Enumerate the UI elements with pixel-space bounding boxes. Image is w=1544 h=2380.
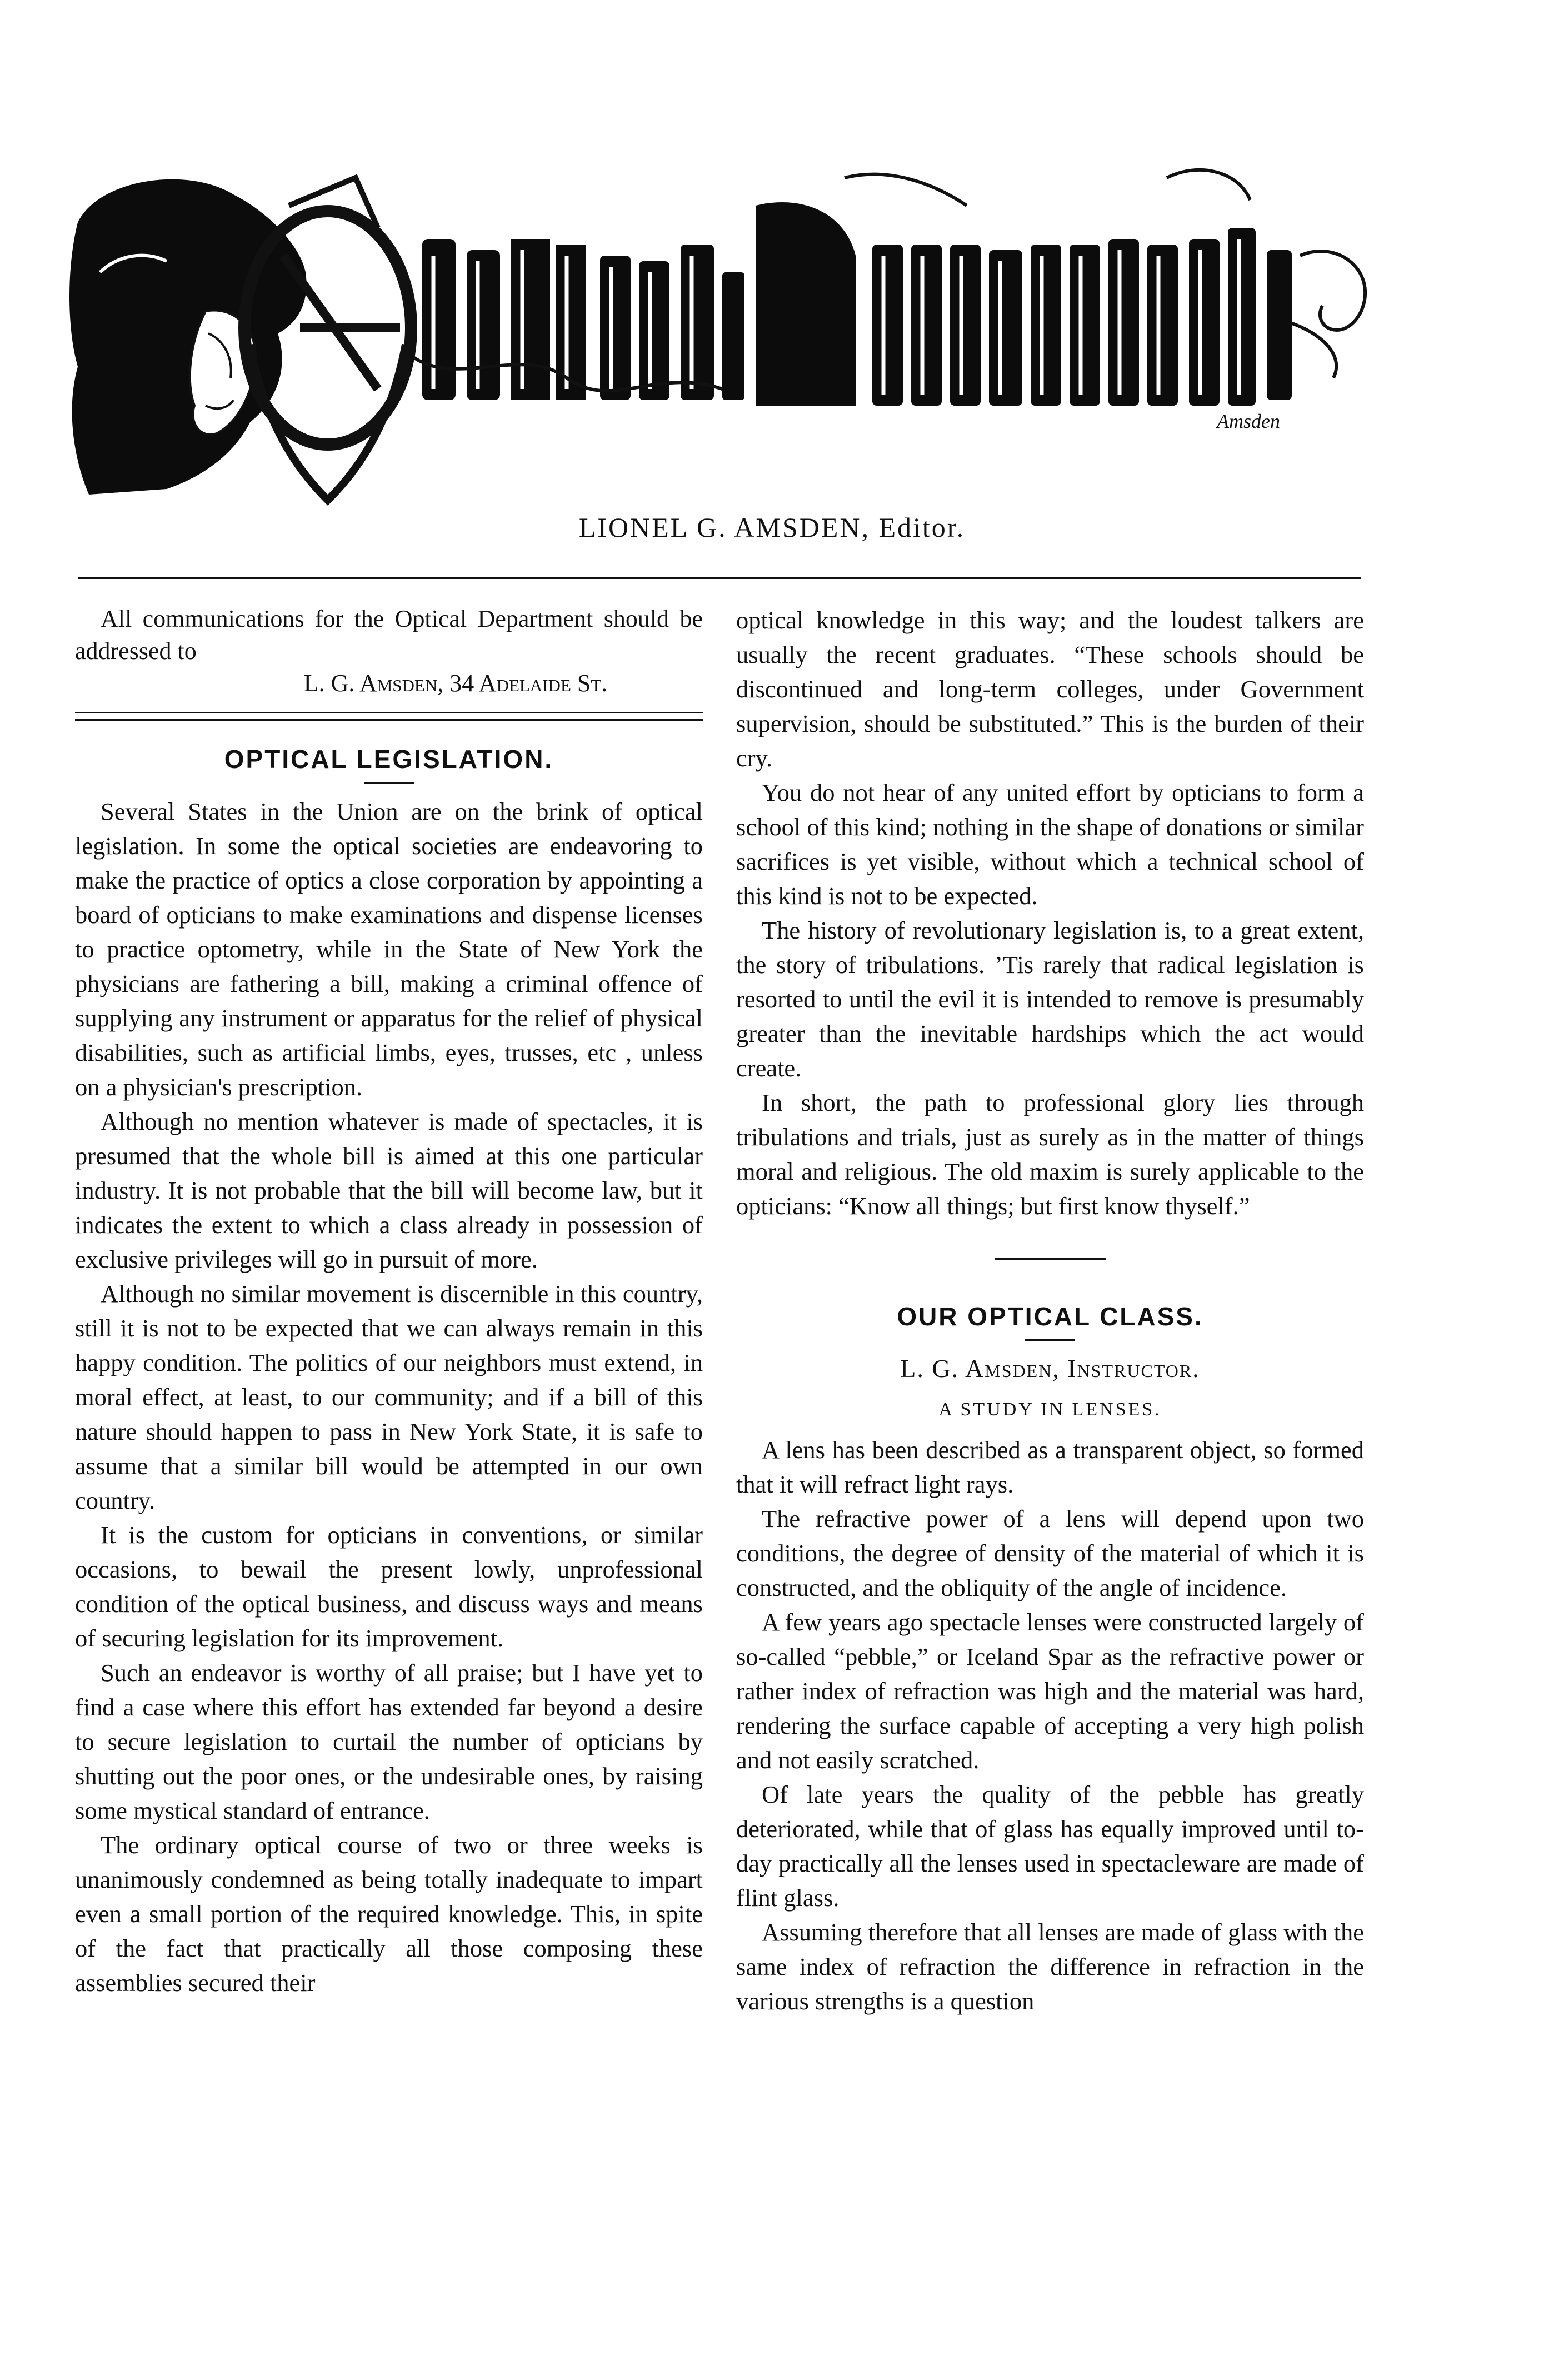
heading-rule (1025, 1339, 1075, 1341)
legislation-paragraph: The ordinary optical course of two or three weeks is unanimously condemned as being totally inadequate to impart even a small portion of the required knowledge. This, in spite of the fact that practically all those composing these assemblies secured their (75, 1831, 703, 1997)
gothic-title-letters (422, 202, 1292, 406)
legislation-paragraph: The history of revolutionary legislation is, to a great extent, the story of tribulations. ’Tis rarely that radical legislation is resorted to until the evil it is intended to remove is presumably greater than the inevitable hardships which the act would create. (736, 916, 1364, 1082)
class-heading: OUR OPTICAL CLASS. (897, 1302, 1203, 1331)
masthead-title: Optical Department (67, 144, 71, 145)
legislation-paragraph: You do not hear of any united effort by opticians to form a school of this kind; nothing in the shape of donations or similar sacrifices is yet visible, without which a technical school of this kind is not to be expected. (736, 779, 1364, 910)
class-paragraph: A lens has been described as a transparent object, so formed that it will refract light rays. (736, 1436, 1364, 1498)
masthead-illustration (67, 144, 1400, 511)
portrait-figure (69, 179, 307, 495)
legislation-paragraph: Such an endeavor is worthy of all praise; but I have yet to find a case where this effort has extended far beyond a desire to secure legislation to curtail the number of opticians by shutting out the poor ones, or the undesirable ones, by raising some mystical standard of entrance. (75, 1659, 703, 1824)
class-paragraph: A few years ago spectacle lenses were constructed largely of so-called “pebble,” or Iceland Spar as the refractive power or rather index of refraction was high and the material was hard, rendering the surface capable of accepting a very high polish and not easily scratched. (736, 1608, 1364, 1774)
class-paragraph: Of late years the quality of the pebble has greatly deteriorated, while that of glass has equally improved until to-day practically all the lenses used in spectacleware are made of flint glass. (736, 1780, 1364, 1912)
left-column (75, 603, 703, 2000)
masthead (67, 144, 1400, 511)
double-rule (75, 712, 703, 721)
legislation-paragraph: In short, the path to professional glory lies through tribulations and trials, just as surely as in the matter of things moral and religious. The old maxim is surely applicable to the opticians: “Know all things; but first know thyself.” (736, 1089, 1364, 1220)
communications-notice (75, 603, 703, 700)
class-paragraph: Assuming therefore that all lenses are made of glass with the same index of refraction the difference in refraction in the various strengths is a question (736, 1918, 1364, 2015)
class-instructor: L. G. Amsden, Instructor. (900, 1354, 1200, 1383)
legislation-continued: optical knowledge in this way; and the loudest talkers are usually the recent graduates. “These schools should be discontinued and long-term colleges, under Government supervision, should be substituted.” This is the burden of their cry. (736, 606, 1364, 772)
editor-line: LIONEL G. AMSDEN, Editor. (578, 512, 966, 543)
masthead-signature: Amsden (1217, 410, 1280, 432)
right-column (736, 603, 1364, 2018)
header-rule (78, 577, 1361, 579)
legislation-paragraph: Several States in the Union are on the brink of optical legislation. In some the optical societies are endeavoring to make the practice of optics a close corporation by appointing a board of opticians to make examinations and dispense licenses to practice optometry, while in the State of New York the physicians are fathering a bill, making a criminal offence of supplying any instrument or apparatus for the relief of physical disabilities, such as artificial limbs, eyes, trusses, etc , unless on a physician's prescription. (75, 797, 703, 1101)
legislation-heading: OPTICAL LEGISLATION. (224, 745, 554, 774)
legislation-paragraph: Although no similar movement is discernible in this country, still it is not to be expected that we can always remain in this happy condition. The politics of our neighbors must extend, in moral effect, at least, to our community; and if a bill of this nature should happen to pass in New York State, it is safe to assume that a similar bill would be attempted in our own country. (75, 1280, 703, 1514)
communications-address: L. G. Amsden, 34 Adelaide St. (303, 670, 608, 697)
section-divider (995, 1258, 1106, 1260)
communications-text: All communications for the Optical Department should be addressed to (75, 605, 703, 665)
class-paragraph: The refractive power of a lens will depend upon two conditions, the degree of density of the material of which it is constructed, and the obliquity of the angle of incidence. (736, 1505, 1364, 1601)
legislation-paragraph: Although no mention whatever is made of spectacles, it is presumed that the whole bill is aimed at this one particular industry. It is not probable that the bill will become law, but it indicates the extent to which a class already in possession of exclusive privileges will go in pursuit of more. (75, 1107, 703, 1273)
heading-rule (364, 782, 414, 784)
class-subheading: A STUDY IN LENSES. (938, 1399, 1162, 1420)
legislation-paragraph: It is the custom for opticians in conventions, or similar occasions, to bewail the present lowly, unprofessional condition of the optical business, and discuss ways and means of securing legislation for its improvement. (75, 1521, 703, 1652)
